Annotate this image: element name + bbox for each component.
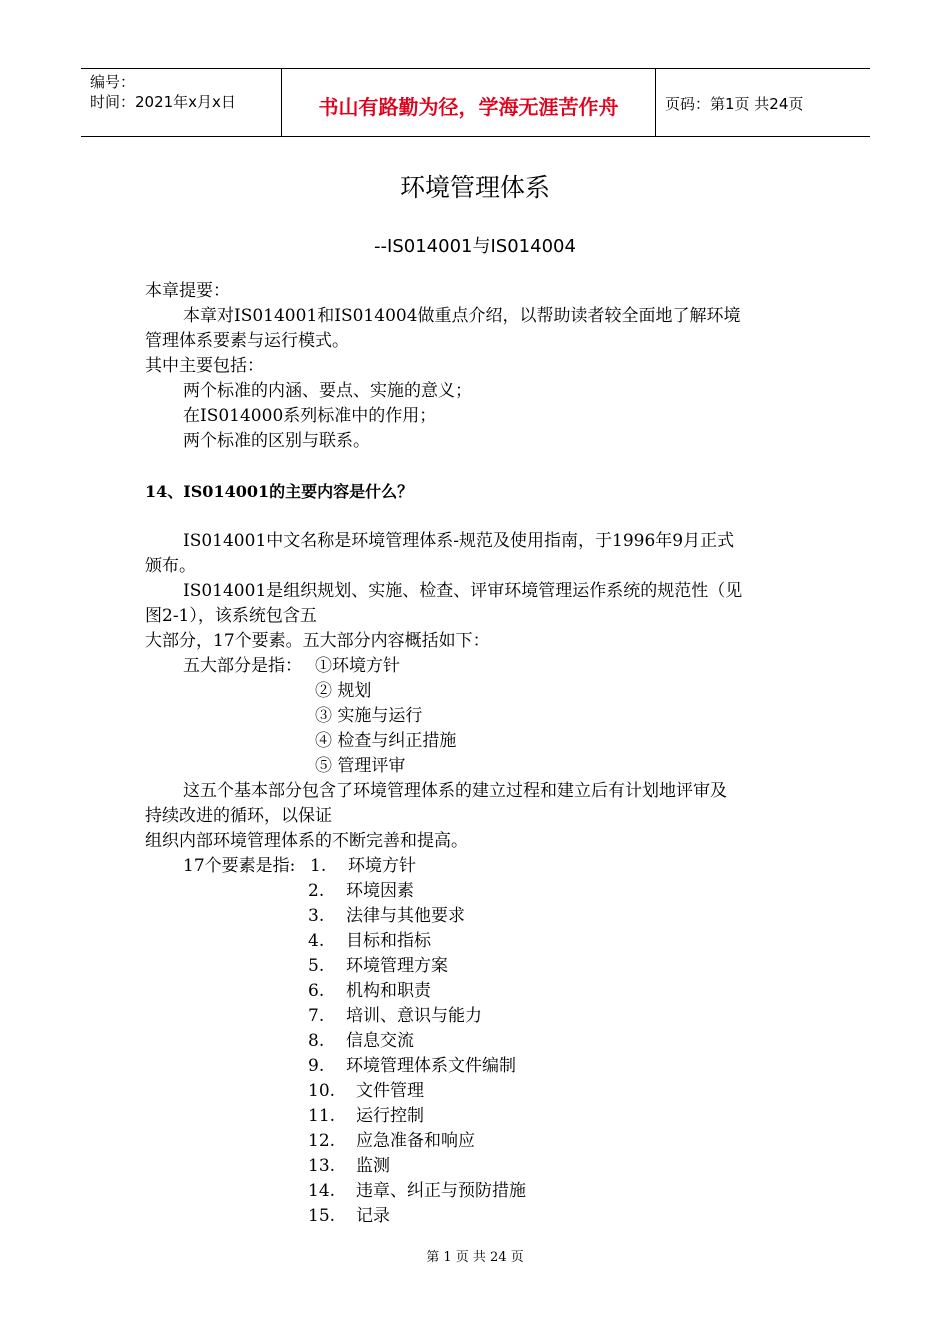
- element-text: 监测: [356, 1156, 390, 1176]
- section-heading: 14、IS014001的主要内容是什么？: [145, 482, 414, 501]
- five-part-item: ② 规划: [315, 681, 372, 701]
- element-text: 目标和指标: [346, 931, 431, 951]
- summary-heading: 本章提要：: [145, 281, 230, 301]
- element-text: 文件管理: [356, 1081, 424, 1101]
- summary-intro-line: 管理体系要素与运行模式。: [145, 331, 349, 351]
- element-text: 培训、意识与能力: [346, 1006, 482, 1026]
- element-number: 9.: [308, 1056, 325, 1076]
- element-number: 8.: [308, 1031, 325, 1051]
- date-label: 时间：2021年x月x日: [90, 93, 236, 111]
- element-number: 10.: [308, 1081, 336, 1101]
- paragraph-line: 颁布。: [145, 556, 196, 576]
- paragraph-line: IS014001是组织规划、实施、检查、评审环境管理运作系统的规范性（见: [183, 581, 743, 601]
- element-text: 应急准备和响应: [356, 1131, 475, 1151]
- serial-label: 编号：: [90, 73, 136, 91]
- element-text: 记录: [356, 1206, 390, 1226]
- element-number: 14.: [308, 1181, 336, 1201]
- elements-label: 17个要素是指:: [183, 856, 296, 876]
- element-text: 环境管理方案: [346, 956, 448, 976]
- element-text: 环境因素: [346, 881, 414, 901]
- element-item: [308, 1004, 482, 1028]
- element-text: 环境管理体系文件编制: [346, 1056, 516, 1076]
- element-number: 3.: [308, 906, 325, 926]
- paragraph-line: 这五个基本部分包含了环境管理体系的建立过程和建立后有计划地评审及: [183, 781, 727, 801]
- summary-item: 两个标准的区别与联系。: [183, 431, 370, 451]
- element-text: 信息交流: [346, 1031, 414, 1051]
- element-number: 15.: [308, 1206, 336, 1226]
- summary-item: 两个标准的内涵、要点、实施的意义；: [183, 381, 472, 401]
- five-part-item: ④ 检查与纠正措施: [315, 731, 457, 751]
- element-number: 12.: [308, 1131, 336, 1151]
- five-parts-label: 五大部分是指：: [183, 656, 302, 676]
- summary-includes-heading: 其中主要包括：: [145, 356, 264, 376]
- five-part-item: ⑤ 管理评审: [315, 756, 406, 776]
- element-item: [308, 904, 465, 928]
- summary-intro-line: 本章对IS014001和IS014004做重点介绍，以帮助读者较全面地了解环境: [183, 306, 741, 326]
- five-part-item: ③ 实施与运行: [315, 706, 423, 726]
- element-item: [308, 1104, 424, 1128]
- element-number: 5.: [308, 956, 325, 976]
- header-motto-cell: [281, 69, 656, 136]
- element-number: 1.: [310, 856, 327, 876]
- summary-item: 在IS014000系列标准中的作用；: [183, 406, 437, 426]
- element-number: 11.: [308, 1106, 336, 1126]
- paragraph-line: 大部分，17个要素。五大部分内容概括如下：: [145, 631, 490, 651]
- page-header: [81, 68, 870, 137]
- element-number: 13.: [308, 1156, 336, 1176]
- element-number: 7.: [308, 1006, 325, 1026]
- five-part-item: ①环境方针: [315, 656, 400, 676]
- element-item: [308, 1129, 475, 1153]
- element-item: [308, 1154, 390, 1178]
- element-item: [308, 879, 414, 903]
- page-footer: 第 1 页 共 24 页: [426, 1250, 524, 1265]
- element-item: [308, 1029, 414, 1053]
- element-item: [308, 979, 431, 1003]
- paragraph-line: 持续改进的循环，以保证: [145, 806, 332, 826]
- element-item: [310, 854, 416, 878]
- element-text: 违章、纠正与预防措施: [356, 1181, 526, 1201]
- element-item: [308, 1054, 516, 1078]
- element-item: [308, 954, 448, 978]
- paragraph-line: 图2-1），该系统包含五: [145, 606, 317, 626]
- document-title: 环境管理体系: [399, 173, 550, 202]
- element-item: [308, 1204, 390, 1228]
- document-subtitle: --IS014001与IS014004: [374, 236, 576, 257]
- element-number: 2.: [308, 881, 325, 901]
- element-item: [308, 929, 431, 953]
- element-text: 机构和职责: [346, 981, 431, 1001]
- paragraph-line: IS014001中文名称是环境管理体系-规范及使用指南，于1996年9月正式: [183, 531, 735, 551]
- element-number: 6.: [308, 981, 325, 1001]
- element-item: [308, 1179, 526, 1203]
- header-right-cell: [655, 69, 870, 136]
- element-number: 4.: [308, 931, 325, 951]
- paragraph-line: 组织内部环境管理体系的不断完善和提高。: [145, 831, 468, 851]
- element-item: [308, 1079, 424, 1103]
- element-text: 环境方针: [348, 856, 416, 876]
- page-info: 页码：第1页 共24页: [665, 95, 804, 113]
- element-text: 法律与其他要求: [346, 906, 465, 926]
- element-text: 运行控制: [356, 1106, 424, 1126]
- motto: 书山有路勤为径，学海无涯苦作舟: [318, 95, 619, 119]
- header-left-cell: [81, 69, 281, 136]
